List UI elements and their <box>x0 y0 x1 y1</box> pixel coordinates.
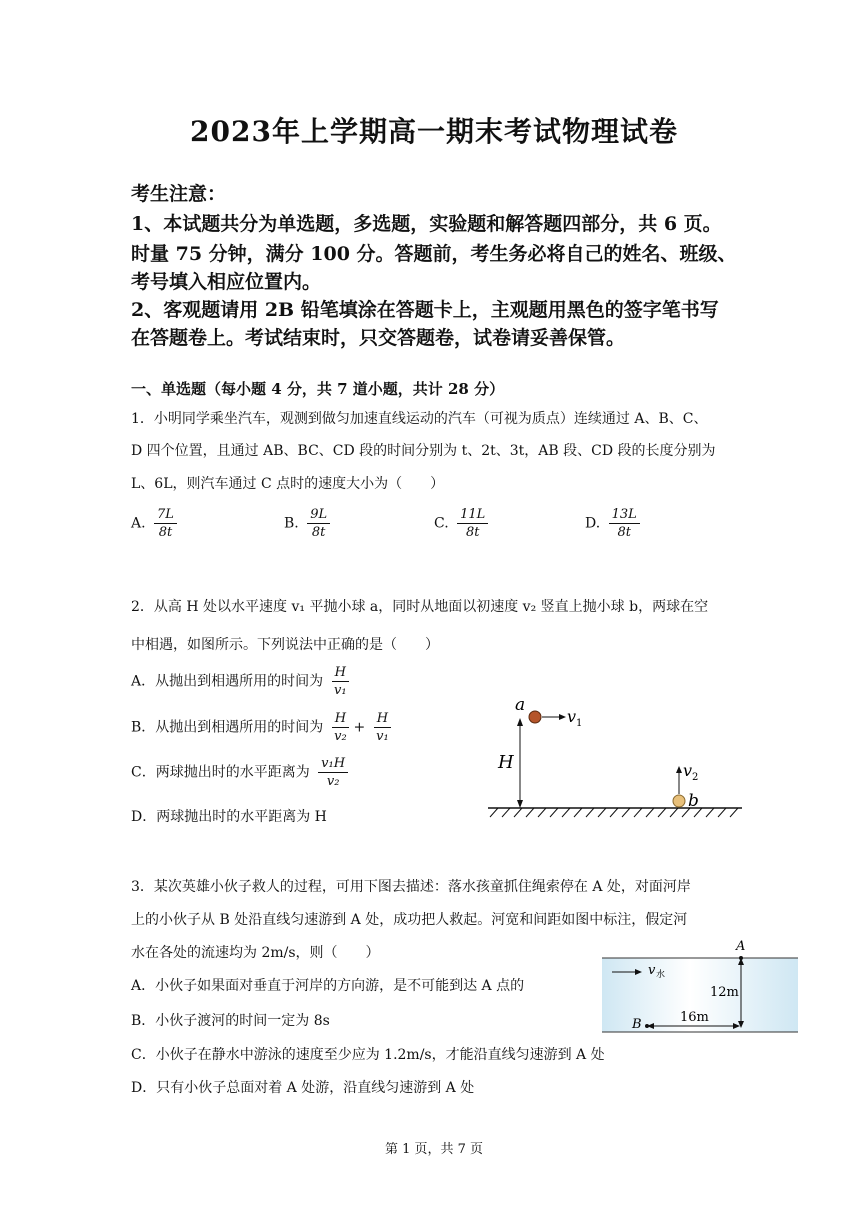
notice-line-1: 1、本试题共分为单选题，多选题，实验题和解答题四部分，共 6 页。 <box>131 213 722 235</box>
page-footer: 第 1 页，共 7 页 <box>384 1142 484 1157</box>
q3-line-3: 水在各处的流速均为 2m/s，则（ ） <box>131 945 380 961</box>
q2-option-b-fraction-1: $\frac{H}{\text{v₂}}$ <box>332 710 349 745</box>
q1-option-d <box>585 506 640 541</box>
q2-option-a-fraction: $\frac{H}{\text{v₁}}$ <box>332 664 349 699</box>
q2-line-1: 2．从高 H 处以水平速度 v₁ 平抛小球 a，同时从地面以初速度 v₂ 竖直上抛小球 b，两球在空 <box>131 599 709 615</box>
point-b-label: B <box>632 1017 642 1032</box>
q2-option-b <box>131 710 391 745</box>
q2-option-d: D．两球抛出时的水平距离为 H <box>131 809 327 825</box>
ball-b <box>673 795 685 807</box>
q2-option-c-fraction: $\frac{\text{v₁H}}{\text{v₂}}$ <box>318 755 348 790</box>
ball-b-label: b <box>688 791 699 811</box>
flow-label: v <box>648 963 656 978</box>
q1-option-a <box>131 506 177 541</box>
q1-option-d-label: D. <box>585 515 601 532</box>
q1-option-c <box>434 506 488 541</box>
q3-option-c: C．小伙子在静水中游泳的速度至少应为 1.2m/s，才能沿直线匀速游到 A 处 <box>131 1047 605 1063</box>
q1-option-b <box>284 506 330 541</box>
v1-subscript: 1 <box>576 718 583 729</box>
distance-label: 16m <box>680 1010 709 1025</box>
ball-a <box>529 711 541 723</box>
section-heading: 一、单选题（每小题 4 分，共 7 道小题，共计 28 分） <box>131 380 505 398</box>
q2-option-b-fraction-2: $\frac{H}{\text{v₁}}$ <box>374 710 391 745</box>
v2-subscript: 2 <box>692 772 699 783</box>
q2-option-c-text: C．两球抛出时的水平距离为 <box>131 764 310 781</box>
flow-subscript: 水 <box>656 970 666 980</box>
q3-line-1: 3．某次英雄小伙子救人的过程，可用下图去描述：落水孩童抓住绳索停在 A 处，对面河岸 <box>131 879 691 895</box>
page-title: 2023年上学期高一期末考试物理试卷 <box>190 115 678 148</box>
q1-line-1: 1．小明同学乘坐汽车，观测到做匀加速直线运动的汽车（可视为质点）连续通过 A、B、C、 <box>131 411 708 427</box>
q1-option-c-fraction: $\frac{11L}{8t}$ <box>457 506 488 541</box>
q1-option-a-label: A. <box>131 515 146 532</box>
point-a-label: A <box>736 939 746 954</box>
q2-line-2: 中相遇，如图所示。下列说法中正确的是（ ） <box>131 637 439 653</box>
q1-option-a-fraction: $\frac{7L}{8t}$ <box>154 506 177 541</box>
notice-heading: 考生注意： <box>131 183 227 205</box>
q3-option-b: B．小伙子渡河的时间一定为 8s <box>131 1013 330 1029</box>
q3-option-d: D．只有小伙子总面对着 A 处游，沿直线匀速游到 A 处 <box>131 1080 475 1096</box>
ground-hatch <box>490 808 738 817</box>
q1-line-2: D 四个位置，且通过 AB、BC、CD 段的时间分别为 t、2t、3t，AB 段、CD 段的长度分别为 <box>131 443 716 459</box>
notice-line-2: 时量 75 分钟，满分 100 分。答题前，考生务必将自己的姓名、班级、 <box>131 243 737 265</box>
q2-option-c <box>131 755 348 790</box>
v2-label: v <box>683 761 693 780</box>
q1-line-3: L、6L，则汽车通过 C 点时的速度大小为（ ） <box>131 476 445 492</box>
q2-option-a <box>131 664 349 699</box>
height-label: H <box>498 752 514 773</box>
notice-line-3: 考号填入相应位置内。 <box>131 271 322 293</box>
q2-option-b-plus: + <box>353 719 366 736</box>
q3-option-a: A．小伙子如果面对垂直于河岸的方向游，是不可能到达 A 点的 <box>131 978 525 994</box>
q1-option-d-fraction: $\frac{13L}{8t}$ <box>609 506 640 541</box>
q2-option-a-text: A．从抛出到相遇所用的时间为 <box>131 673 324 690</box>
q2-option-b-text: B．从抛出到相遇所用的时间为 <box>131 719 324 736</box>
river-diagram <box>598 936 804 1036</box>
width-label: 12m <box>710 985 739 1000</box>
notice-line-5: 在答题卷上。考试结束时，只交答题卷，试卷请妥善保管。 <box>131 327 626 349</box>
q1-option-b-label: B. <box>284 515 299 532</box>
v1-label: v <box>567 707 577 726</box>
projectile-diagram <box>480 690 750 825</box>
q1-option-c-label: C. <box>434 515 449 532</box>
q1-option-b-fraction: $\frac{9L}{8t}$ <box>307 506 330 541</box>
q3-line-2: 上的小伙子从 B 处沿直线匀速游到 A 处，成功把人救起。河宽和间距如图中标注，假定河 <box>131 912 688 928</box>
notice-line-4: 2、客观题请用 2B 铅笔填涂在答题卡上，主观题用黑色的签字笔书写 <box>131 299 719 321</box>
ball-a-label: a <box>515 695 526 715</box>
